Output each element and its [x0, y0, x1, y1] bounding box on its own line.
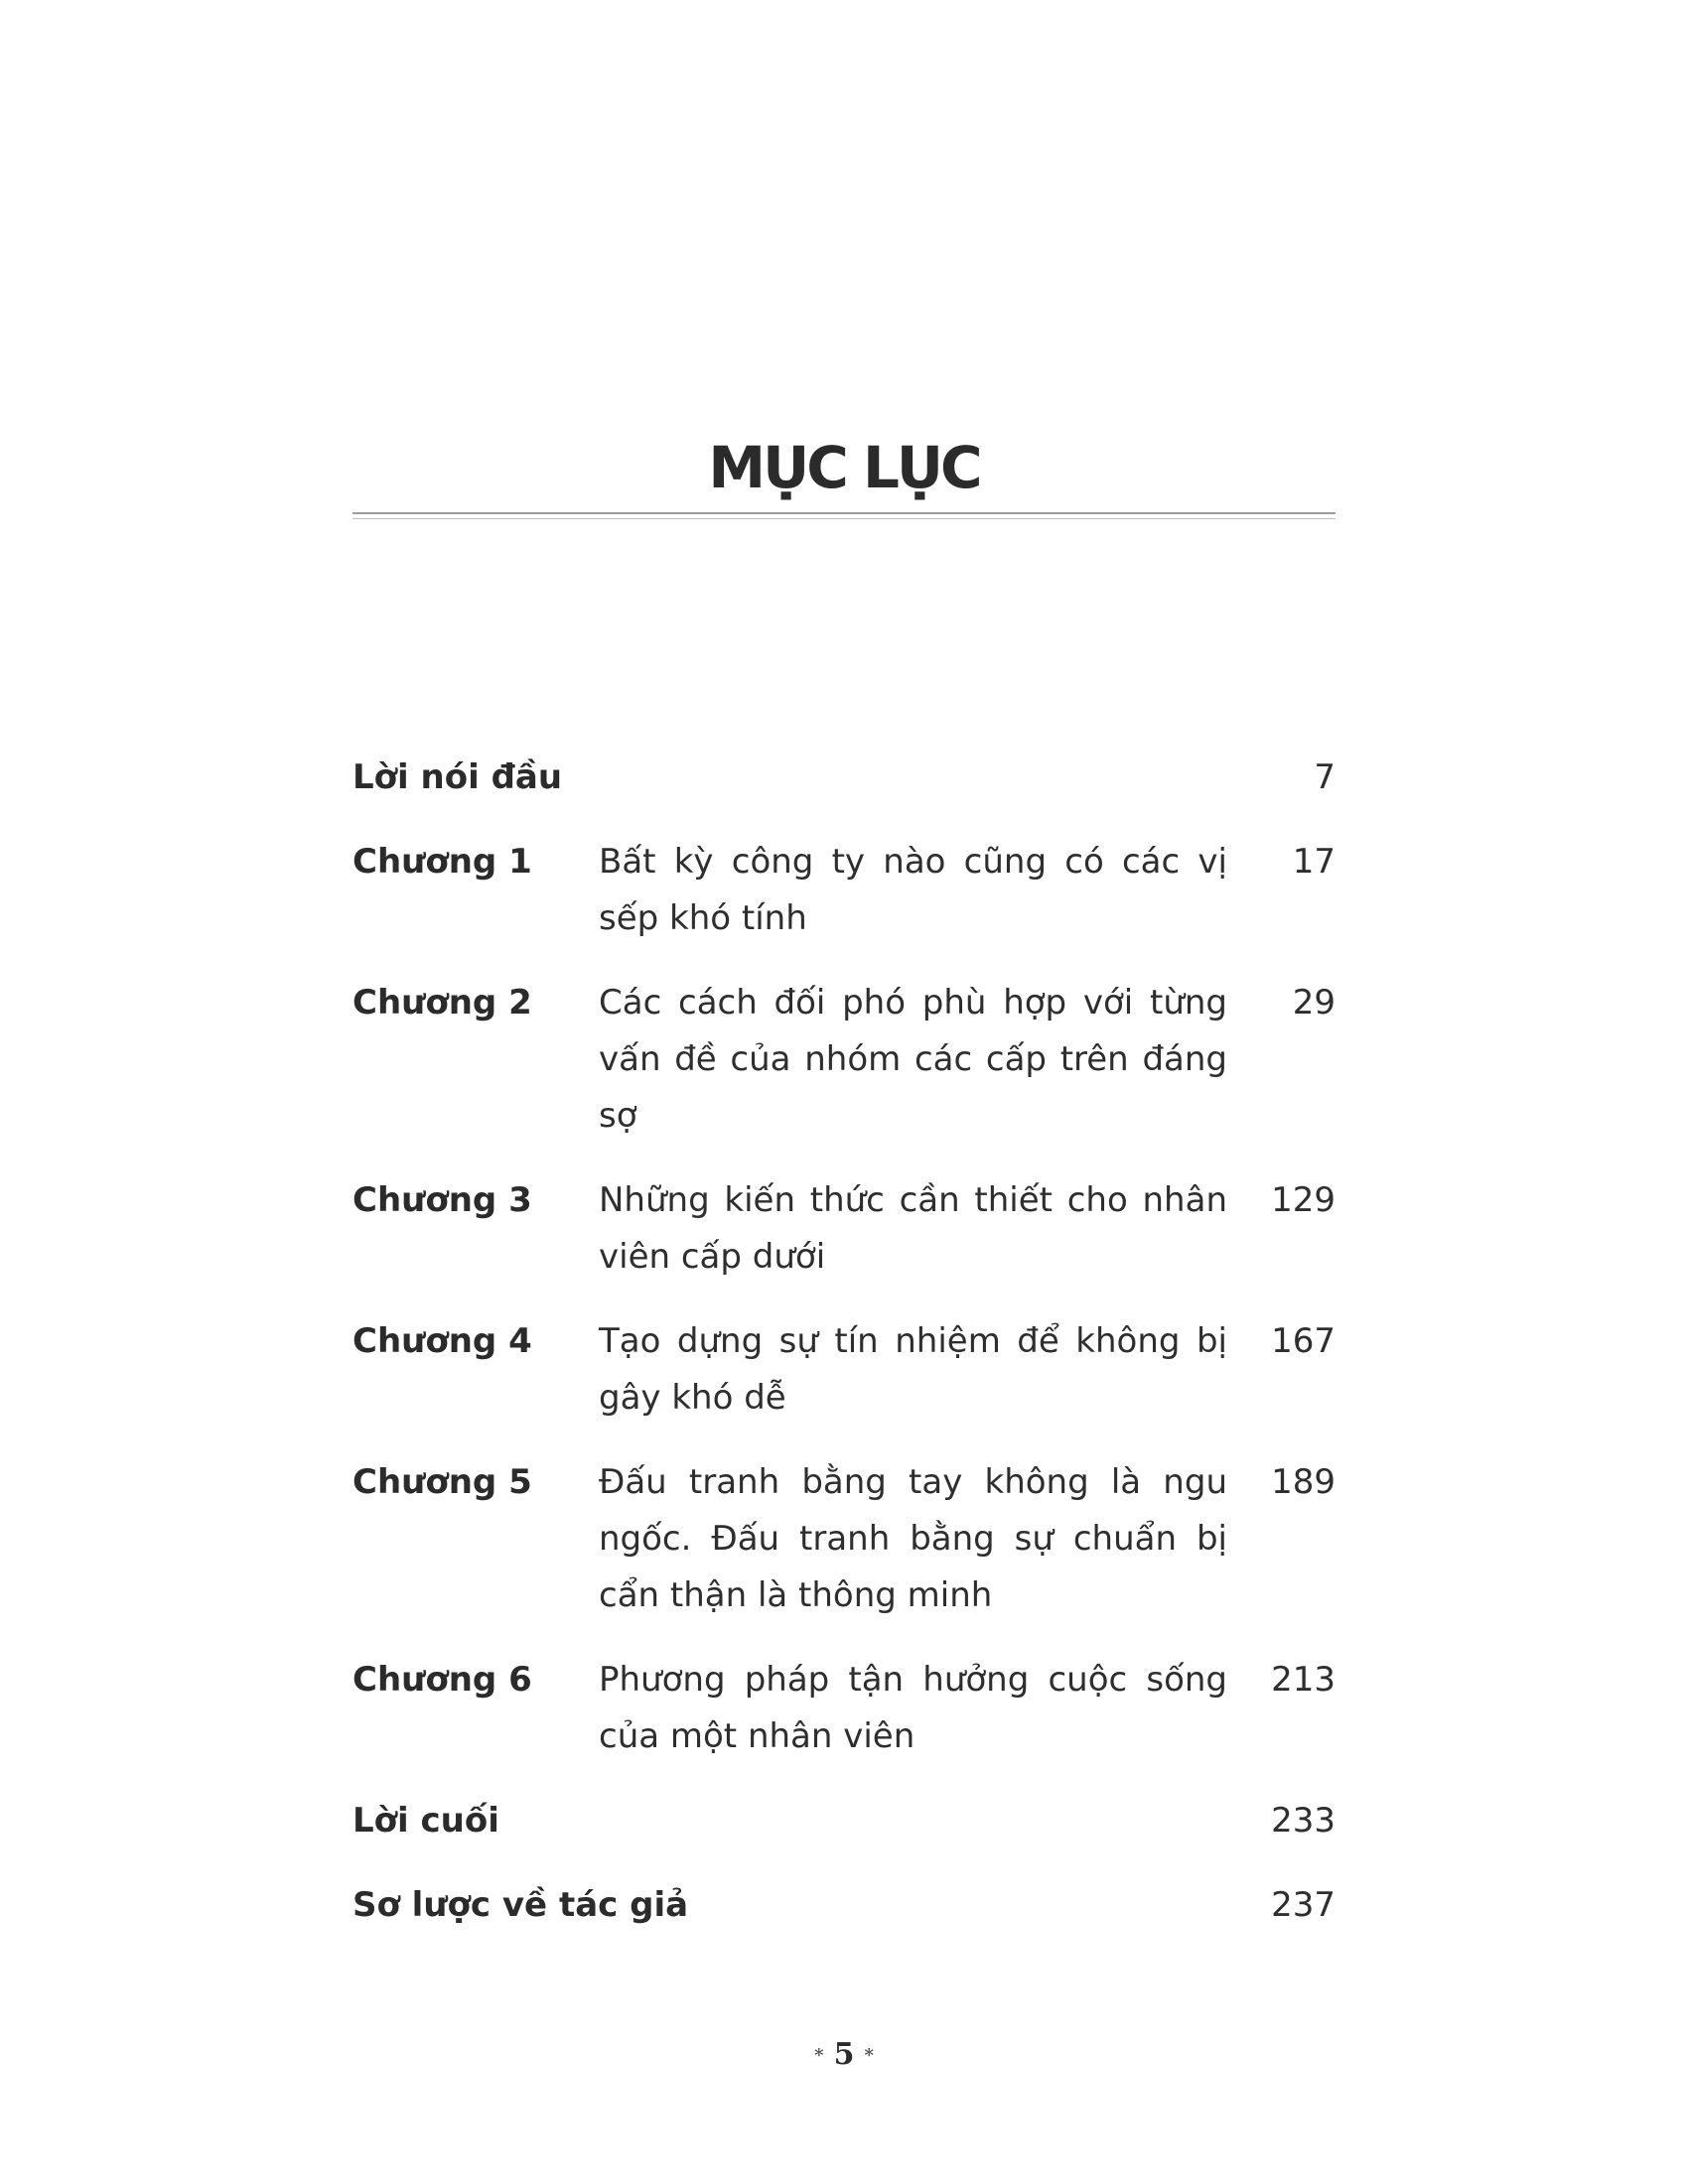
chapter-label: Chương 3 [352, 1180, 532, 1220]
toc-entry-chapter-1[interactable] [352, 834, 1336, 947]
page-title: MỤC LỤC [708, 434, 980, 501]
chapter-title: Các cách đối phó phù hợp với từng vấn đề của nhóm các cấp trên đáng sợ [599, 983, 1227, 1136]
toc-entry-preface[interactable] [352, 750, 1336, 806]
chapter-label: Chương 4 [352, 1321, 532, 1361]
entry-page-number: 233 [1271, 1801, 1336, 1841]
chapter-title: Bất kỳ công ty nào cũng có các vị sếp khó tính [599, 842, 1227, 938]
toc-entry-chapter-2[interactable] [352, 975, 1336, 1145]
chapter-title: Những kiến thức cần thiết cho nhân viên cấp dưới [599, 1180, 1227, 1277]
chapter-title: Đấu tranh bằng tay không là ngu ngốc. Đấu tranh bằng sự chuẩn bị cẩn thận là thông minh [599, 1462, 1227, 1615]
page-footer [0, 2035, 1688, 2076]
toc-entry-chapter-6[interactable] [352, 1652, 1336, 1765]
entry-page-number: 7 [1314, 757, 1336, 797]
toc-entry-epilogue[interactable] [352, 1793, 1336, 1849]
chapter-label: Chương 5 [352, 1462, 532, 1502]
entry-page-number: 237 [1271, 1885, 1336, 1925]
entry-page-number: 129 [1271, 1180, 1336, 1220]
entry-page-number: 213 [1271, 1660, 1336, 1700]
chapter-label: Chương 2 [352, 983, 532, 1023]
title-underline-secondary [352, 518, 1336, 519]
toc-entry-chapter-5[interactable] [352, 1454, 1336, 1624]
chapter-label: Chương 6 [352, 1660, 532, 1700]
toc-entry-about-author[interactable] [352, 1877, 1336, 1934]
entry-label: Lời nói đầu [352, 757, 563, 797]
chapter-title: Phương pháp tận hưởng cuộc sống của một nhân viên [599, 1660, 1227, 1756]
entry-page-number: 29 [1292, 983, 1336, 1023]
entry-label: Lời cuối [352, 1801, 499, 1841]
entry-page-number: 17 [1292, 842, 1336, 882]
entry-page-number: 189 [1271, 1462, 1336, 1502]
title-underline [352, 512, 1336, 514]
entry-label: Sơ lược về tác giả [352, 1885, 689, 1925]
page-number: 5 [833, 2037, 855, 2072]
toc-entry-chapter-4[interactable] [352, 1313, 1336, 1427]
entry-page-number: 167 [1271, 1321, 1336, 1361]
star-ornament-right: * [864, 2045, 874, 2066]
star-ornament-left: * [814, 2045, 824, 2066]
table-of-contents [352, 750, 1336, 1962]
toc-entry-chapter-3[interactable] [352, 1172, 1336, 1286]
chapter-label: Chương 1 [352, 842, 532, 882]
chapter-title: Tạo dựng sự tín nhiệm để không bị gây khó dễ [599, 1321, 1227, 1418]
